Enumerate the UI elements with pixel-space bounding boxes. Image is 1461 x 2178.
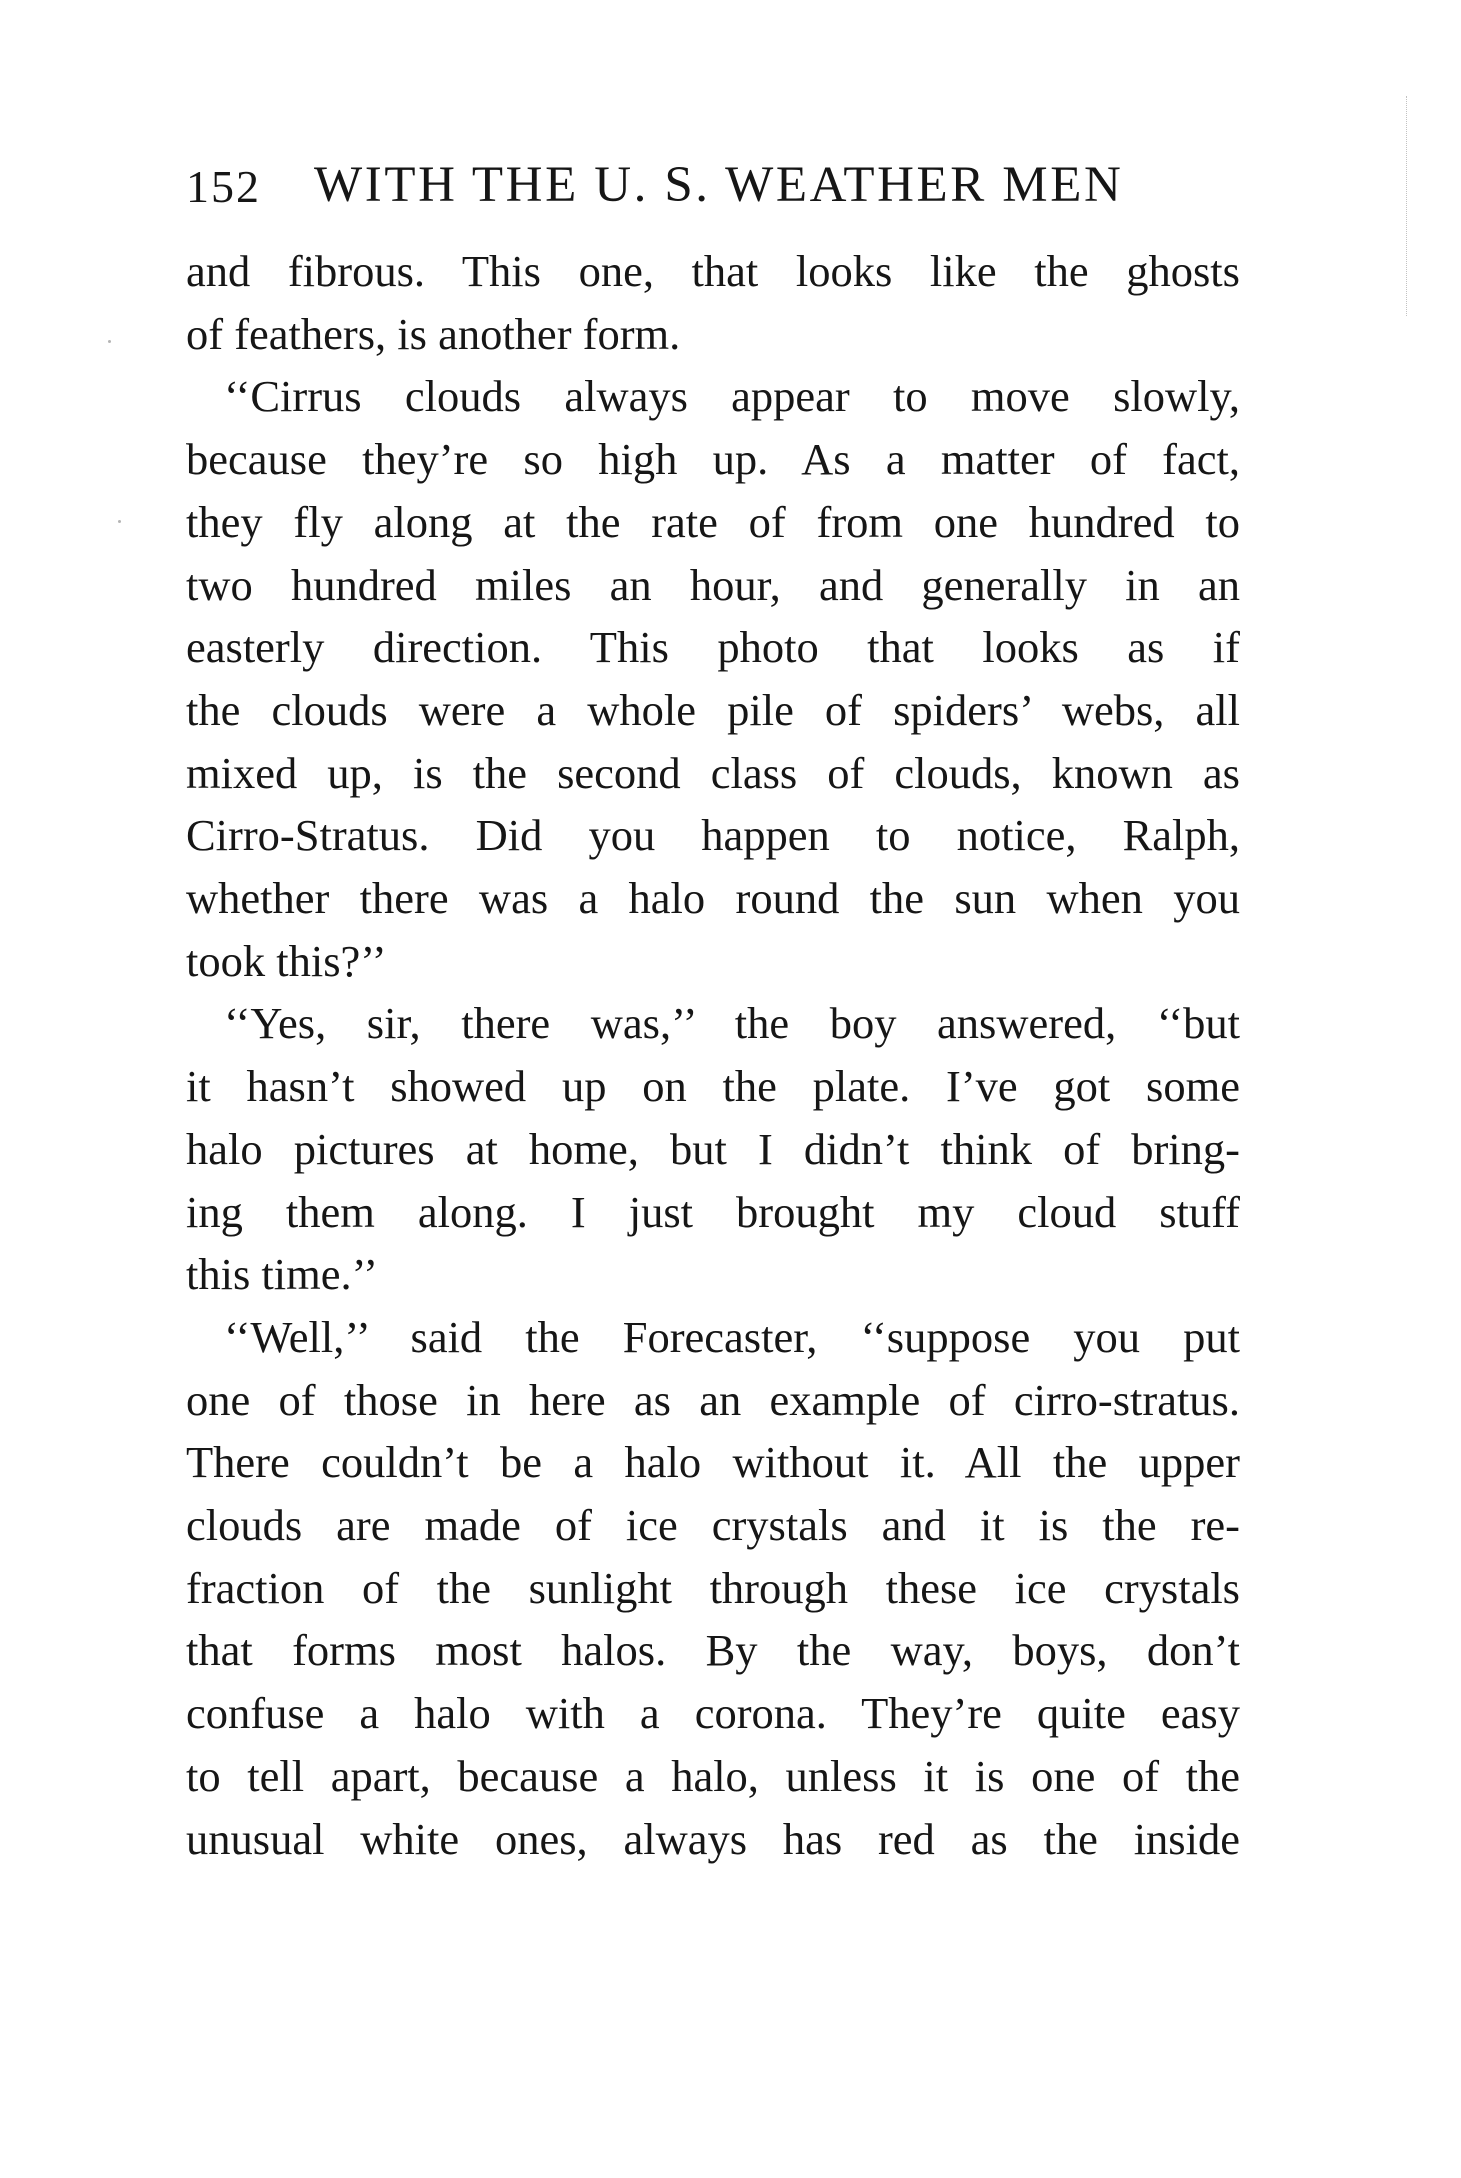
paragraph [186,1306,1240,1870]
margin-scan-mark [1406,96,1415,316]
text-line: mixed up, is the second class of clouds, known as [186,747,1240,798]
text-line: halo pictures at home, but I didn’t think of bring- [186,1123,1240,1174]
text-line: easterly direction. This photo that looks as if [186,622,1240,673]
text-line: one of those in here as an example of cirro-stratus. [186,1374,1240,1425]
text-line: whether there was a halo round the sun when you [186,873,1240,924]
text-line: Cirro-Stratus. Did you happen to notice, Ralph, [186,810,1240,861]
text-line: ‘‘Cirrus clouds always appear to move slowly, [224,371,1240,422]
text-line: ing them along. I just brought my cloud stuff [186,1186,1240,1237]
scan-speck [108,340,111,343]
text-line: ‘‘Yes, sir, there was,’’ the boy answered, ‘‘but [224,998,1240,1049]
text-line: two hundred miles an hour, and generally in an [186,559,1240,610]
text-line: that forms most halos. By the way, boys, don’t [186,1625,1240,1676]
text-line: the clouds were a whole pile of spiders’ webs, all [186,684,1240,735]
text-line: confuse a halo with a corona. They’re quite easy [186,1688,1240,1739]
page-number: 152 [186,161,261,212]
text-line: There couldn’t be a halo without it. All the upper [186,1437,1240,1488]
text-line: fraction of the sunlight through these ice crystals [186,1562,1240,1613]
text-line: ‘‘Well,’’ said the Forecaster, ‘‘suppose you put [224,1311,1240,1362]
text-line: because they’re so high up. As a matter of fact, [186,434,1240,485]
text-line: clouds are made of ice crystals and it is the re- [186,1500,1240,1551]
text-line: they fly along at the rate of from one hundred to [186,496,1240,547]
text-line: to tell apart, because a halo, unless it is one of the [186,1750,1240,1801]
text-line: of feathers, is another form. [186,308,681,359]
paragraph [186,992,1240,1306]
text-line: and fibrous. This one, that looks like the ghosts [186,246,1240,296]
text-line: unusual white ones, always has red as the inside [186,1813,1240,1864]
scan-speck [118,520,121,523]
paragraph [186,365,1240,992]
paragraph [186,240,1240,365]
running-title: WITH THE U. S. WEATHER MEN [314,157,1124,213]
running-head [186,150,1236,230]
text-line: it hasn’t showed up on the plate. I’ve got some [186,1061,1240,1112]
text-line: took this?’’ [186,935,387,986]
body-text [186,240,1240,1870]
text-line: this time.’’ [186,1249,378,1300]
